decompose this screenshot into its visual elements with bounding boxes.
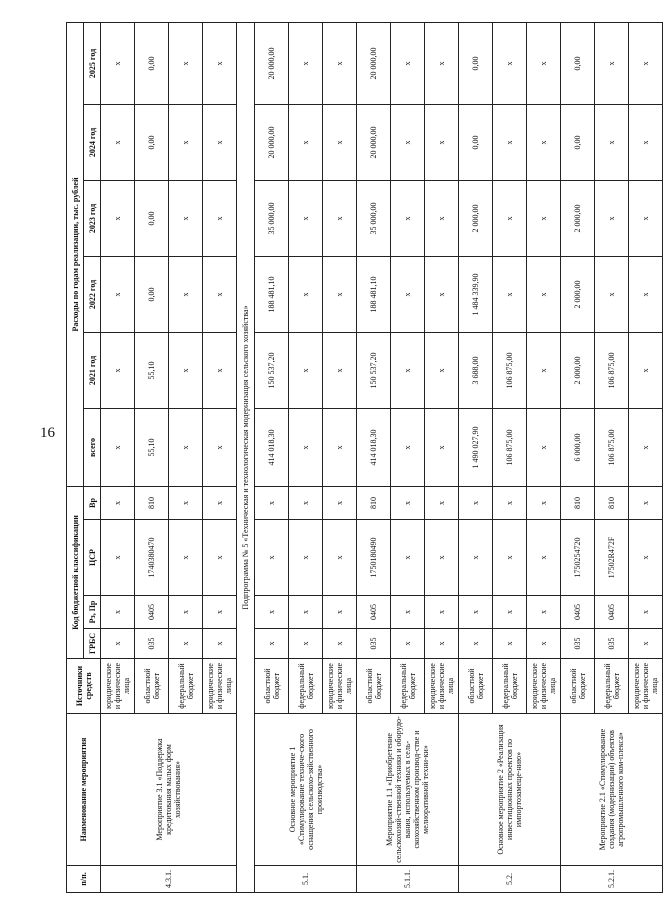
header-num: п/п.: [67, 866, 101, 893]
cell-total: х: [101, 408, 135, 486]
cell-y2022: х: [323, 256, 357, 332]
header-2024: 2024 год: [84, 104, 101, 180]
cell-grbs: 035: [561, 629, 595, 659]
cell-total: 6 000,00: [561, 408, 595, 486]
measure-name: Мероприятие 1.1 «Приобретение сельскохозяй-ственной техники и оборудо-вания, используемых в сель-скохозяйственном производ-стве и мелиоративной техни-ки»: [357, 714, 459, 866]
row-number: 5.2.: [459, 866, 561, 893]
cell-csr: х: [169, 520, 203, 596]
cell-grbs: х: [169, 629, 203, 659]
cell-total: х: [391, 408, 425, 486]
cell-vr: х: [459, 486, 493, 519]
cell-total: х: [527, 408, 561, 486]
cell-rzpr: х: [101, 596, 135, 629]
cell-y2023: х: [493, 180, 527, 256]
cell-vr: х: [101, 486, 135, 519]
header-2021: 2021 год: [84, 332, 101, 408]
cell-y2024: х: [391, 104, 425, 180]
cell-y2023: х: [169, 180, 203, 256]
cell-grbs: х: [203, 629, 237, 659]
cell-rzpr: 0405: [135, 596, 169, 629]
cell-vr: х: [493, 486, 527, 519]
cell-csr: х: [101, 520, 135, 596]
cell-y2024: х: [425, 104, 459, 180]
cell-csr: х: [323, 520, 357, 596]
cell-grbs: х: [323, 629, 357, 659]
funding-source: областной бюджет: [357, 659, 391, 714]
budget-table: [66, 22, 663, 893]
cell-csr: х: [203, 520, 237, 596]
cell-y2023: 2 000,00: [459, 180, 493, 256]
cell-y2022: х: [289, 256, 323, 332]
cell-y2025: х: [629, 22, 663, 104]
cell-grbs: х: [289, 629, 323, 659]
cell-total: 106 875,00: [595, 408, 629, 486]
cell-vr: 810: [357, 486, 391, 519]
cell-grbs: х: [493, 629, 527, 659]
cell-vr: х: [169, 486, 203, 519]
measure-name: Основное мероприятие 1 «Стимулирование техниче-ского оснащения сельскохо-зяйственного производства»: [255, 714, 357, 866]
cell-y2025: х: [527, 22, 561, 104]
cell-y2024: х: [323, 104, 357, 180]
funding-source: федеральный бюджет: [493, 659, 527, 714]
cell-y2025: 0,00: [135, 22, 169, 104]
cell-y2022: х: [425, 256, 459, 332]
cell-y2025: х: [101, 22, 135, 104]
cell-rzpr: х: [391, 596, 425, 629]
header-vr: Вр: [84, 486, 101, 519]
row-number: 5.1.: [255, 866, 357, 893]
cell-y2022: х: [169, 256, 203, 332]
cell-vr: 810: [595, 486, 629, 519]
cell-y2021: х: [527, 332, 561, 408]
cell-y2024: 0,00: [561, 104, 595, 180]
cell-y2023: 2 000,00: [561, 180, 595, 256]
cell-csr: х: [425, 520, 459, 596]
cell-y2022: х: [595, 256, 629, 332]
cell-vr: х: [425, 486, 459, 519]
cell-y2023: х: [289, 180, 323, 256]
page-number: 16: [40, 425, 55, 441]
cell-rzpr: х: [255, 596, 289, 629]
header-expenses: Расходы по годам реализации, тыс. рублей: [67, 22, 84, 486]
header-name: Наименование мероприятия: [67, 714, 101, 866]
cell-y2022: 1 484 339,90: [459, 256, 493, 332]
cell-csr: 1740380470: [135, 520, 169, 596]
cell-y2024: 20 000,00: [255, 104, 289, 180]
cell-total: 414 018,30: [255, 408, 289, 486]
header-total: всего: [84, 408, 101, 486]
cell-y2021: х: [289, 332, 323, 408]
header-kbk: Код бюджетной классификации: [67, 486, 84, 658]
cell-total: 55,10: [135, 408, 169, 486]
cell-rzpr: х: [629, 596, 663, 629]
funding-source: федеральный бюджет: [391, 659, 425, 714]
cell-grbs: х: [255, 629, 289, 659]
cell-y2024: х: [169, 104, 203, 180]
funding-source: областной бюджет: [255, 659, 289, 714]
funding-source: федеральный бюджет: [169, 659, 203, 714]
cell-csr: х: [493, 520, 527, 596]
cell-y2024: х: [629, 104, 663, 180]
cell-rzpr: х: [425, 596, 459, 629]
cell-total: 106 875,00: [493, 408, 527, 486]
funding-source: областной бюджет: [135, 659, 169, 714]
header-rzpr: Рз, Пр: [84, 596, 101, 629]
cell-vr: х: [391, 486, 425, 519]
cell-csr: 1750254720: [561, 520, 595, 596]
header-sources: Источники средств: [67, 659, 101, 714]
cell-csr: 17502R472F: [595, 520, 629, 596]
funding-source: областной бюджет: [561, 659, 595, 714]
table-row: [101, 22, 135, 892]
header-grbs: ГРБС: [84, 629, 101, 659]
cell-y2022: 2 000,00: [561, 256, 595, 332]
cell-rzpr: х: [493, 596, 527, 629]
cell-csr: х: [459, 520, 493, 596]
cell-csr: х: [629, 520, 663, 596]
cell-vr: 810: [135, 486, 169, 519]
cell-rzpr: х: [289, 596, 323, 629]
cell-y2024: х: [101, 104, 135, 180]
cell-y2023: х: [595, 180, 629, 256]
cell-rzpr: х: [459, 596, 493, 629]
cell-y2025: х: [493, 22, 527, 104]
cell-y2025: х: [289, 22, 323, 104]
cell-csr: х: [391, 520, 425, 596]
cell-y2024: х: [527, 104, 561, 180]
funding-source: юридические и физические лица: [527, 659, 561, 714]
cell-total: х: [169, 408, 203, 486]
cell-y2022: 188 481,10: [255, 256, 289, 332]
cell-y2025: х: [169, 22, 203, 104]
cell-rzpr: х: [527, 596, 561, 629]
measure-name: Основное мероприятие 2 «Реализация инвестиционных проектов по импортозамеще-нию»: [459, 714, 561, 866]
cell-csr: х: [289, 520, 323, 596]
cell-y2022: 0,00: [135, 256, 169, 332]
cell-y2021: х: [629, 332, 663, 408]
cell-y2023: х: [629, 180, 663, 256]
cell-rzpr: 0405: [595, 596, 629, 629]
cell-grbs: 035: [135, 629, 169, 659]
cell-y2023: х: [101, 180, 135, 256]
cell-rzpr: 0405: [561, 596, 595, 629]
cell-y2021: 106 875,00: [493, 332, 527, 408]
table-row: [255, 22, 289, 892]
cell-csr: х: [255, 520, 289, 596]
cell-y2022: х: [203, 256, 237, 332]
cell-y2025: 0,00: [561, 22, 595, 104]
cell-csr: 1750180490: [357, 520, 391, 596]
cell-y2025: 20 000,00: [255, 22, 289, 104]
header-2022: 2022 год: [84, 256, 101, 332]
cell-y2022: х: [527, 256, 561, 332]
header-2023: 2023 год: [84, 180, 101, 256]
cell-total: 414 018,30: [357, 408, 391, 486]
cell-vr: х: [527, 486, 561, 519]
cell-rzpr: х: [323, 596, 357, 629]
cell-y2025: х: [391, 22, 425, 104]
cell-csr: х: [527, 520, 561, 596]
cell-rzpr: х: [203, 596, 237, 629]
header-csr: ЦСР: [84, 520, 101, 596]
cell-y2025: 20 000,00: [357, 22, 391, 104]
cell-y2022: х: [493, 256, 527, 332]
row-number: 4.3.1.: [101, 866, 237, 893]
cell-y2025: х: [425, 22, 459, 104]
funding-source: федеральный бюджет: [595, 659, 629, 714]
measure-name: Мероприятие 2.1 «Стимулирование создания (модернизации) объектов агропромышленного ком-плекса»: [561, 714, 663, 866]
cell-y2025: 0,00: [459, 22, 493, 104]
cell-y2022: х: [629, 256, 663, 332]
cell-y2023: х: [425, 180, 459, 256]
cell-y2021: 2 000,00: [561, 332, 595, 408]
cell-y2025: х: [323, 22, 357, 104]
cell-y2023: х: [323, 180, 357, 256]
cell-vr: 810: [561, 486, 595, 519]
rotated-table-container: [66, 23, 659, 893]
cell-rzpr: 0405: [357, 596, 391, 629]
cell-vr: х: [323, 486, 357, 519]
funding-source: юридические и физические лица: [629, 659, 663, 714]
cell-y2024: 0,00: [135, 104, 169, 180]
cell-y2021: х: [203, 332, 237, 408]
cell-grbs: х: [425, 629, 459, 659]
subprogram-title: Подпрограмма № 5 «Техническая и технологическая модернизация сельского хозяйства»: [237, 22, 255, 892]
cell-grbs: 035: [595, 629, 629, 659]
cell-grbs: х: [629, 629, 663, 659]
cell-grbs: 035: [357, 629, 391, 659]
cell-y2024: 20 000,00: [357, 104, 391, 180]
cell-y2023: х: [527, 180, 561, 256]
cell-y2021: 150 537,20: [255, 332, 289, 408]
cell-vr: х: [629, 486, 663, 519]
cell-total: х: [629, 408, 663, 486]
cell-total: 1 490 027,90: [459, 408, 493, 486]
row-number: 5.2.1.: [561, 866, 663, 893]
cell-grbs: х: [459, 629, 493, 659]
cell-y2023: 35 000,00: [357, 180, 391, 256]
cell-rzpr: х: [169, 596, 203, 629]
cell-y2024: х: [203, 104, 237, 180]
cell-y2024: 0,00: [459, 104, 493, 180]
cell-total: х: [203, 408, 237, 486]
cell-y2021: 150 537,20: [357, 332, 391, 408]
cell-y2023: х: [203, 180, 237, 256]
cell-y2025: х: [203, 22, 237, 104]
cell-y2024: х: [289, 104, 323, 180]
funding-source: областной бюджет: [459, 659, 493, 714]
cell-y2021: х: [323, 332, 357, 408]
cell-y2021: 3 688,00: [459, 332, 493, 408]
funding-source: юридические и физические лица: [203, 659, 237, 714]
cell-y2024: х: [595, 104, 629, 180]
cell-y2022: х: [101, 256, 135, 332]
cell-grbs: х: [391, 629, 425, 659]
cell-y2021: х: [425, 332, 459, 408]
cell-grbs: х: [527, 629, 561, 659]
cell-y2024: х: [493, 104, 527, 180]
cell-vr: х: [255, 486, 289, 519]
cell-total: х: [425, 408, 459, 486]
cell-y2021: х: [101, 332, 135, 408]
cell-y2023: 35 000,00: [255, 180, 289, 256]
cell-y2021: 55,10: [135, 332, 169, 408]
header-2025: 2025 год: [84, 22, 101, 104]
funding-source: юридические и физические лица: [425, 659, 459, 714]
funding-source: юридические и физические лица: [101, 659, 135, 714]
table-row: [357, 22, 391, 892]
cell-total: х: [289, 408, 323, 486]
measure-name: Мероприятие 3.1 «Поддержка кредитования малых форм хозяйствования»: [101, 714, 237, 866]
funding-source: юридические и физические лица: [323, 659, 357, 714]
cell-total: х: [323, 408, 357, 486]
cell-y2023: х: [391, 180, 425, 256]
cell-y2023: 0,00: [135, 180, 169, 256]
cell-y2022: 188 481,10: [357, 256, 391, 332]
cell-vr: х: [289, 486, 323, 519]
row-number: 5.1.1.: [357, 866, 459, 893]
cell-y2021: х: [391, 332, 425, 408]
cell-y2021: х: [169, 332, 203, 408]
table-row: [459, 22, 493, 892]
cell-y2021: 106 875,00: [595, 332, 629, 408]
funding-source: федеральный бюджет: [289, 659, 323, 714]
cell-vr: х: [203, 486, 237, 519]
cell-y2022: х: [391, 256, 425, 332]
cell-grbs: х: [101, 629, 135, 659]
cell-y2025: х: [595, 22, 629, 104]
table-row: [561, 22, 595, 892]
